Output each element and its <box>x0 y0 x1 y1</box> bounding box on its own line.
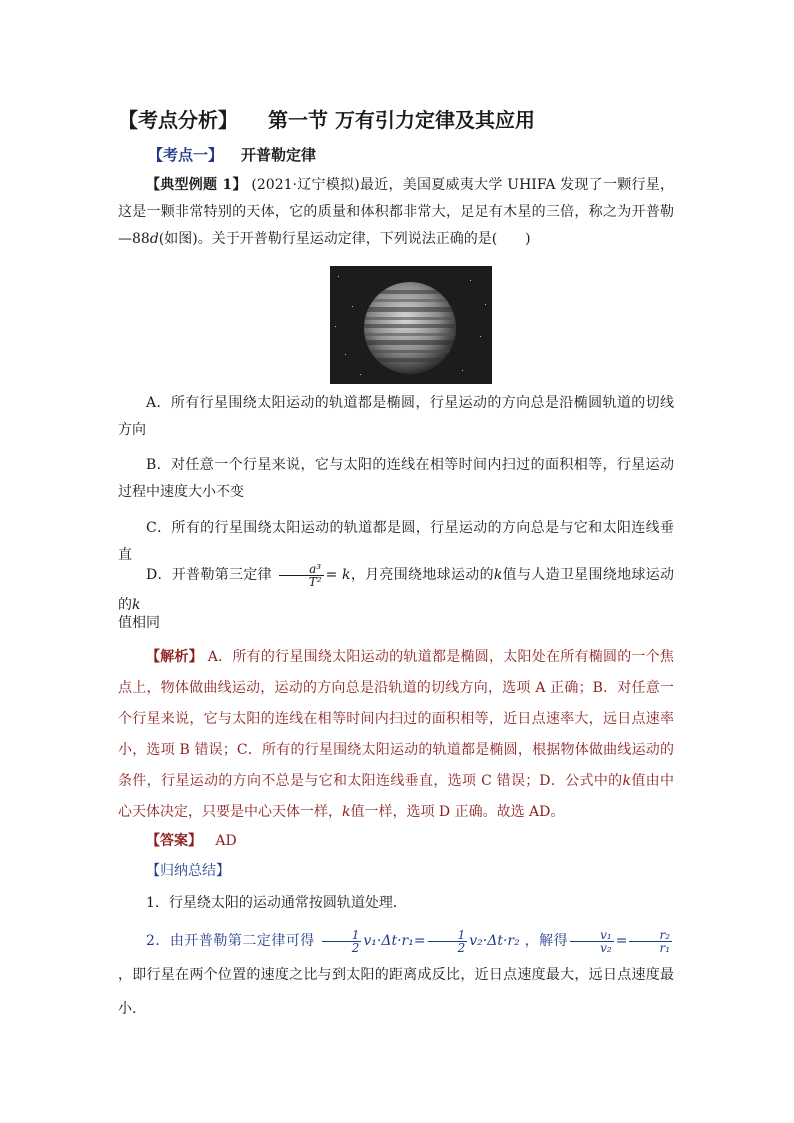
example-stem-tail: (如图)。关于开普勒行星运动定律，下列说法正确的是( ) <box>158 231 531 247</box>
answer <box>146 828 702 855</box>
option-d-mid2: 值与人造卫星围绕地球运动的 <box>118 567 675 613</box>
analysis-text-1: A．所有的行星围绕太阳运动的轨道都是椭圆，太阳处在所有椭圆的一个焦点上，物体做曲线运动，运动的方向总是沿轨道的切线方向，选项 A 正确；B．对任意一个行星来说，它与太阳的连线在相等时间内扫过的面积相等，近日点速率大，远日点速率小，选项 B 错误；C．所有的行星围绕太阳运动的轨道都是椭圆，根据物体做曲线运动的条件，行星运动的方向不总是与它和太阳连线垂直，选项 C 错误；D．公式中的 <box>118 649 675 789</box>
kepler-second-law-formula <box>320 927 525 955</box>
example-stem-text: (2021·辽宁模拟)最近，美国夏威夷大学 UHIFA 发现了一颗行星，这是一颗非常特别的天体，它的质量和体积都非常大，足足有木星的三倍，称之为开普勒—88 <box>118 177 674 247</box>
option-d-end <box>118 610 674 637</box>
summary-item-2-pre: 2．由开普勒第二定律可得 <box>146 933 315 949</box>
half-den-2: 2 <box>457 940 466 955</box>
fraction-numerator: a³ <box>279 563 324 576</box>
summary-item-2 <box>118 924 674 1026</box>
analysis-text-3: 值一样，选项 D 正确。故选 AD。 <box>350 804 565 820</box>
summary-item-1-text: 1．行星绕太阳的运动通常按圆轨道处理． <box>146 895 407 911</box>
option-b-text: B．对任意一个行星来说，它与太阳的连线在相等时间内扫过的面积相等，行星运动过程中速度大小不变 <box>118 457 674 500</box>
answer-value: AD <box>215 833 237 849</box>
option-c-text: C．所有的行星围绕太阳运动的轨道都是圆，行星运动的方向总是与它和太阳连线垂直 <box>118 520 674 563</box>
answer-label: 【答案】 <box>146 833 202 849</box>
v2-term: v₂·Δt·r₂ <box>469 933 520 949</box>
summary-item-1 <box>118 890 674 917</box>
kaodian-tag: 【考点一】 <box>148 146 224 164</box>
option-d-k2: k <box>132 597 141 613</box>
section-tag: 【考点分析】 <box>118 108 238 132</box>
kepler-third-law-fraction <box>279 563 324 588</box>
v1-term: v₁·Δt·r₁ <box>363 933 414 949</box>
eq-1: = <box>413 933 426 949</box>
example-stem <box>118 172 674 253</box>
planet-image <box>330 266 492 384</box>
summary-label <box>146 858 702 885</box>
analysis-text-2: 值由中心天体决定，只要是中心天体一样， <box>118 773 675 820</box>
analysis-k-1: k <box>622 773 631 789</box>
analysis-label: 【解析】 <box>146 649 204 665</box>
option-d-mid: ，月亮围绕地球运动的 <box>350 567 494 583</box>
option-d-eq: = k <box>325 567 351 583</box>
option-b <box>118 452 674 506</box>
ratio-num: v₁ <box>570 929 614 942</box>
ratio-eq: = <box>615 933 628 949</box>
example-stem-var: d <box>149 231 159 247</box>
option-a-text: A．所有行星围绕太阳运动的轨道都是椭圆，行星运动的方向总是沿椭圆轨道的切线方向 <box>118 395 674 438</box>
option-d-pre: D．开普勒第三定律 <box>146 567 272 583</box>
half-num-1: 1 <box>322 929 362 942</box>
half-den-1: 2 <box>351 940 360 955</box>
planet-icon <box>330 266 492 384</box>
page-title <box>118 104 535 133</box>
example-label: 【典型例题 1】 <box>146 177 247 193</box>
kaodian-name: 开普勒定律 <box>241 146 317 164</box>
r-num: r₂ <box>629 929 672 942</box>
option-d-k: k <box>493 567 503 583</box>
summary-label-text: 【归纳总结】 <box>146 863 230 879</box>
chapter-title: 第一节 万有引力定律及其应用 <box>268 108 535 132</box>
analysis <box>118 642 674 828</box>
fraction-denominator: T² <box>308 574 322 589</box>
velocity-ratio-formula <box>568 927 674 955</box>
half-num-2: 1 <box>428 929 468 942</box>
summary-item-2-post: ，即行星在两个位置的速度之比与到太阳的距离成反比，近日点速度最大，远日点速度最小． <box>118 967 674 1017</box>
option-d-end-text: 值相同 <box>118 615 160 631</box>
analysis-k-2: k <box>342 804 351 820</box>
kaodian-heading <box>148 144 316 165</box>
option-a <box>118 390 674 444</box>
summary-solve: ，解得 <box>524 933 569 949</box>
ratio-den: v₂ <box>600 940 612 955</box>
r-den: r₁ <box>659 940 671 955</box>
